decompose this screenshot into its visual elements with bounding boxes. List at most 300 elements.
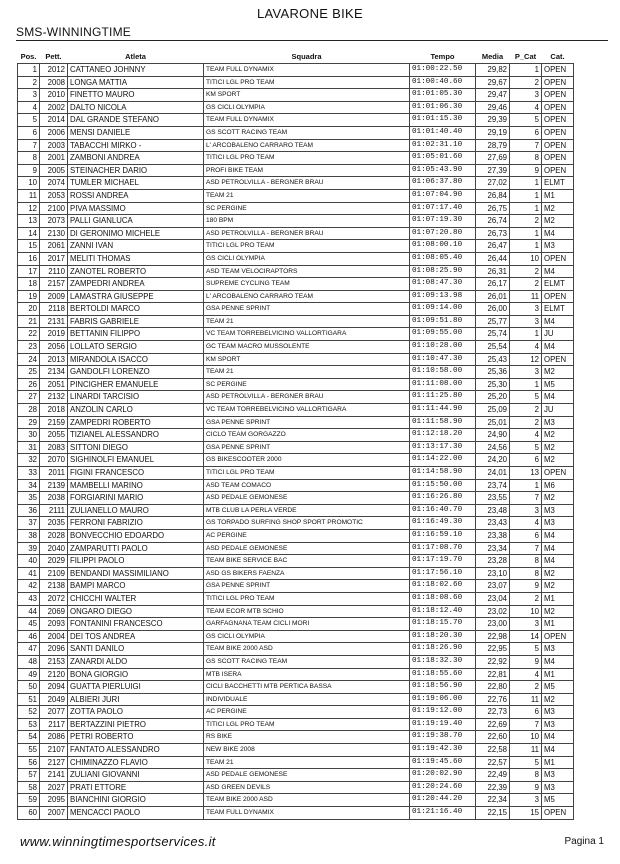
- table-row: [18, 391, 574, 404]
- cell-cat: M3: [542, 517, 574, 530]
- table-row: [18, 718, 574, 731]
- cell-pett: 2110: [40, 265, 68, 278]
- cell-cat: M1: [542, 668, 574, 681]
- cell-pos: 59: [18, 794, 40, 807]
- cell-pett: 2130: [40, 227, 68, 240]
- cell-pett: 2013: [40, 353, 68, 366]
- cell-cat: OPEN: [542, 64, 574, 77]
- cell-pett: 2117: [40, 718, 68, 731]
- cell-pcat: 8: [510, 555, 542, 568]
- cell-pett: 2141: [40, 769, 68, 782]
- cell-atleta: ROSSI ANDREA: [68, 189, 204, 202]
- table-row: [18, 378, 574, 391]
- cell-pcat: 11: [510, 693, 542, 706]
- cell-cat: M3: [542, 718, 574, 731]
- table-row: [18, 353, 574, 366]
- cell-atleta: SIGHINOLFI EMANUEL: [68, 454, 204, 467]
- cell-atleta: MENSI DANIELE: [68, 126, 204, 139]
- cell-atleta: DALTO NICOLA: [68, 101, 204, 114]
- cell-squadra: GS TORPADO SURFING SHOP SPORT PROMOTIC: [204, 517, 410, 530]
- cell-atleta: BERTAZZINI PIETRO: [68, 718, 204, 731]
- cell-tempo: 01:20:24.60: [410, 781, 476, 794]
- cell-pcat: 5: [510, 756, 542, 769]
- cell-media: 23,00: [476, 618, 510, 631]
- cell-tempo: 01:16:49.30: [410, 517, 476, 530]
- cell-media: 25,01: [476, 416, 510, 429]
- cell-pos: 58: [18, 781, 40, 794]
- cell-squadra: L' ARCOBALENO CARRARO TEAM: [204, 290, 410, 303]
- cell-cat: M4: [542, 315, 574, 328]
- cell-pcat: 15: [510, 807, 542, 820]
- cell-pos: 16: [18, 252, 40, 265]
- cell-pos: 37: [18, 517, 40, 530]
- cell-cat: M1: [542, 189, 574, 202]
- table-row: [18, 366, 574, 379]
- cell-atleta: SANTI DANILO: [68, 643, 204, 656]
- cell-cat: M2: [542, 429, 574, 442]
- cell-pos: 33: [18, 467, 40, 480]
- col-header-tempo: Tempo: [410, 51, 476, 64]
- table-row: [18, 580, 574, 593]
- cell-cat: OPEN: [542, 467, 574, 480]
- cell-atleta: PRATI ETTORE: [68, 781, 204, 794]
- table-row: [18, 114, 574, 127]
- cell-media: 25,36: [476, 366, 510, 379]
- cell-media: 22,57: [476, 756, 510, 769]
- cell-squadra: GS SCOTT RACING TEAM: [204, 655, 410, 668]
- cell-pett: 2008: [40, 76, 68, 89]
- cell-pos: 49: [18, 668, 40, 681]
- cell-pcat: 1: [510, 202, 542, 215]
- cell-media: 23,02: [476, 605, 510, 618]
- cell-atleta: ALBIERI JURI: [68, 693, 204, 706]
- cell-atleta: FIGINI FRANCESCO: [68, 467, 204, 480]
- cell-squadra: TEAM BIKE 2000 ASD: [204, 643, 410, 656]
- cell-media: 24,20: [476, 454, 510, 467]
- cell-atleta: MIRANDOLA ISACCO: [68, 353, 204, 366]
- cell-media: 25,30: [476, 378, 510, 391]
- cell-pos: 54: [18, 731, 40, 744]
- cell-pcat: 11: [510, 290, 542, 303]
- cell-pcat: 1: [510, 227, 542, 240]
- table-row: [18, 152, 574, 165]
- cell-pos: 52: [18, 706, 40, 719]
- cell-pcat: 3: [510, 618, 542, 631]
- cell-squadra: GS SCOTT RACING TEAM: [204, 126, 410, 139]
- cell-atleta: FINETTO MAURO: [68, 89, 204, 102]
- col-header-squadra: Squadra: [204, 51, 410, 64]
- cell-cat: M4: [542, 391, 574, 404]
- table-row: [18, 290, 574, 303]
- table-row: [18, 555, 574, 568]
- cell-cat: ELMT: [542, 177, 574, 190]
- cell-pcat: 1: [510, 378, 542, 391]
- cell-tempo: 01:18:08.60: [410, 592, 476, 605]
- cell-pett: 2005: [40, 164, 68, 177]
- cell-cat: M5: [542, 794, 574, 807]
- cell-cat: M4: [542, 542, 574, 555]
- cell-cat: M5: [542, 378, 574, 391]
- cell-squadra: TEAM 21: [204, 189, 410, 202]
- cell-pos: 60: [18, 807, 40, 820]
- cell-pett: 2012: [40, 64, 68, 77]
- cell-pcat: 2: [510, 278, 542, 291]
- cell-tempo: 01:01:06.30: [410, 101, 476, 114]
- table-row: [18, 315, 574, 328]
- cell-media: 22,81: [476, 668, 510, 681]
- results-table: [17, 51, 574, 820]
- cell-squadra: TITICI LGL PRO TEAM: [204, 152, 410, 165]
- cell-pett: 2049: [40, 693, 68, 706]
- cell-pos: 30: [18, 429, 40, 442]
- cell-tempo: 01:07:17.40: [410, 202, 476, 215]
- cell-media: 26,74: [476, 215, 510, 228]
- cell-media: 26,17: [476, 278, 510, 291]
- cell-squadra: GC TEAM MACRO MUSSOLENTE: [204, 341, 410, 354]
- cell-pett: 2010: [40, 89, 68, 102]
- cell-tempo: 01:16:59.10: [410, 529, 476, 542]
- cell-tempo: 01:00:40.60: [410, 76, 476, 89]
- cell-media: 22,39: [476, 781, 510, 794]
- cell-pos: 50: [18, 681, 40, 694]
- cell-squadra: 180 BPM: [204, 215, 410, 228]
- cell-tempo: 01:06:37.80: [410, 177, 476, 190]
- cell-pos: 55: [18, 744, 40, 757]
- cell-media: 28,79: [476, 139, 510, 152]
- cell-media: 23,43: [476, 517, 510, 530]
- cell-squadra: VC TEAM TORREBELVICINO VALLORTIGARA: [204, 328, 410, 341]
- cell-pos: 26: [18, 378, 40, 391]
- table-row: [18, 744, 574, 757]
- cell-pos: 18: [18, 278, 40, 291]
- cell-pcat: 4: [510, 429, 542, 442]
- cell-squadra: GSA PENNE SPRINT: [204, 303, 410, 316]
- cell-pcat: 1: [510, 240, 542, 253]
- cell-tempo: 01:05:01.60: [410, 152, 476, 165]
- cell-tempo: 01:09:14.00: [410, 303, 476, 316]
- cell-pos: 11: [18, 189, 40, 202]
- table-row: [18, 756, 574, 769]
- cell-pcat: 6: [510, 126, 542, 139]
- cell-pos: 21: [18, 315, 40, 328]
- cell-pos: 14: [18, 227, 40, 240]
- cell-cat: OPEN: [542, 89, 574, 102]
- cell-squadra: TITICI LGL PRO TEAM: [204, 240, 410, 253]
- cell-tempo: 01:10:47.30: [410, 353, 476, 366]
- table-row: [18, 781, 574, 794]
- cell-cat: ELMT: [542, 303, 574, 316]
- cell-pos: 1: [18, 64, 40, 77]
- cell-squadra: CICLO TEAM GORGAZZO: [204, 429, 410, 442]
- cell-pcat: 6: [510, 454, 542, 467]
- cell-media: 22,80: [476, 681, 510, 694]
- cell-cat: M4: [542, 744, 574, 757]
- cell-pett: 2086: [40, 731, 68, 744]
- cell-squadra: SC PERGINE: [204, 378, 410, 391]
- cell-atleta: TABACCHI MIRKO -: [68, 139, 204, 152]
- cell-atleta: LONGA MATTIA: [68, 76, 204, 89]
- cell-pos: 46: [18, 630, 40, 643]
- cell-cat: OPEN: [542, 353, 574, 366]
- cell-atleta: PIVA MASSIMO: [68, 202, 204, 215]
- cell-atleta: FANTATO ALESSANDRO: [68, 744, 204, 757]
- cell-media: 25,09: [476, 404, 510, 417]
- cell-cat: M2: [542, 366, 574, 379]
- cell-tempo: 01:01:40.40: [410, 126, 476, 139]
- cell-tempo: 01:18:15.70: [410, 618, 476, 631]
- cell-atleta: ZAMBONI ANDREA: [68, 152, 204, 165]
- table-row: [18, 731, 574, 744]
- cell-pett: 2055: [40, 429, 68, 442]
- cell-cat: OPEN: [542, 76, 574, 89]
- cell-cat: M2: [542, 693, 574, 706]
- cell-pos: 38: [18, 529, 40, 542]
- cell-pett: 2006: [40, 126, 68, 139]
- cell-pett: 2094: [40, 681, 68, 694]
- cell-squadra: ASD GREEN DEVILS: [204, 781, 410, 794]
- cell-squadra: CICLI BACCHETTI MTB PERTICA BASSA: [204, 681, 410, 694]
- table-row: [18, 441, 574, 454]
- cell-atleta: LINARDI TARCISIO: [68, 391, 204, 404]
- cell-tempo: 01:16:40.70: [410, 504, 476, 517]
- cell-pcat: 4: [510, 101, 542, 114]
- cell-media: 22,98: [476, 630, 510, 643]
- cell-media: 23,38: [476, 529, 510, 542]
- cell-media: 25,54: [476, 341, 510, 354]
- cell-pett: 2138: [40, 580, 68, 593]
- cell-pcat: 3: [510, 794, 542, 807]
- cell-squadra: TEAM 21: [204, 366, 410, 379]
- cell-pett: 2095: [40, 794, 68, 807]
- table-row: [18, 492, 574, 505]
- cell-cat: M2: [542, 567, 574, 580]
- cell-tempo: 01:12:18.20: [410, 429, 476, 442]
- cell-atleta: ZAMPARUTTI PAOLO: [68, 542, 204, 555]
- cell-pcat: 3: [510, 315, 542, 328]
- cell-tempo: 01:19:12.00: [410, 706, 476, 719]
- cell-pos: 15: [18, 240, 40, 253]
- cell-pcat: 1: [510, 479, 542, 492]
- cell-pcat: 2: [510, 76, 542, 89]
- cell-cat: M2: [542, 441, 574, 454]
- cell-tempo: 01:16:26.80: [410, 492, 476, 505]
- cell-pett: 2040: [40, 542, 68, 555]
- page-number: Pagina 1: [564, 836, 604, 847]
- cell-pos: 9: [18, 164, 40, 177]
- cell-pett: 2132: [40, 391, 68, 404]
- cell-pett: 2051: [40, 378, 68, 391]
- cell-pcat: 5: [510, 441, 542, 454]
- table-row: [18, 681, 574, 694]
- cell-media: 22,58: [476, 744, 510, 757]
- table-row: [18, 693, 574, 706]
- cell-squadra: TITICI LGL PRO TEAM: [204, 592, 410, 605]
- cell-pos: 29: [18, 416, 40, 429]
- cell-pos: 27: [18, 391, 40, 404]
- cell-atleta: LAMASTRA GIUSEPPE: [68, 290, 204, 303]
- cell-tempo: 01:05:43.90: [410, 164, 476, 177]
- table-row: [18, 592, 574, 605]
- cell-cat: M4: [542, 265, 574, 278]
- cell-atleta: PETRI ROBERTO: [68, 731, 204, 744]
- cell-atleta: TIZIANEL ALESSANDRO: [68, 429, 204, 442]
- cell-pos: 25: [18, 366, 40, 379]
- cell-media: 23,07: [476, 580, 510, 593]
- cell-tempo: 01:00:22.50: [410, 64, 476, 77]
- cell-pcat: 1: [510, 64, 542, 77]
- cell-tempo: 01:11:08.00: [410, 378, 476, 391]
- cell-cat: M3: [542, 504, 574, 517]
- cell-tempo: 01:20:02.90: [410, 769, 476, 782]
- cell-squadra: AC PERGINE: [204, 529, 410, 542]
- cell-pett: 2017: [40, 252, 68, 265]
- table-row: [18, 177, 574, 190]
- cell-pos: 13: [18, 215, 40, 228]
- cell-pcat: 3: [510, 89, 542, 102]
- cell-atleta: GUATTA PIERLUIGI: [68, 681, 204, 694]
- cell-atleta: FERRONI FABRIZIO: [68, 517, 204, 530]
- cell-cat: M3: [542, 240, 574, 253]
- cell-tempo: 01:19:19.40: [410, 718, 476, 731]
- cell-pcat: 7: [510, 139, 542, 152]
- cell-tempo: 01:11:58.90: [410, 416, 476, 429]
- cell-media: 24,01: [476, 467, 510, 480]
- cell-squadra: GSA PENNE SPRINT: [204, 580, 410, 593]
- cell-tempo: 01:13:17.30: [410, 441, 476, 454]
- cell-tempo: 01:08:25.90: [410, 265, 476, 278]
- cell-pett: 2070: [40, 454, 68, 467]
- cell-squadra: GS BIKESCOOTER 2000: [204, 454, 410, 467]
- table-row: [18, 479, 574, 492]
- cell-pos: 3: [18, 89, 40, 102]
- cell-atleta: BENDANDI MASSIMILIANO: [68, 567, 204, 580]
- cell-cat: JU: [542, 328, 574, 341]
- cell-media: 27,02: [476, 177, 510, 190]
- cell-pcat: 10: [510, 731, 542, 744]
- cell-pett: 2127: [40, 756, 68, 769]
- cell-pcat: 9: [510, 781, 542, 794]
- cell-pett: 2056: [40, 341, 68, 354]
- cell-squadra: PROFI BIKE TEAM: [204, 164, 410, 177]
- cell-cat: OPEN: [542, 126, 574, 139]
- table-row: [18, 341, 574, 354]
- cell-squadra: TEAM FULL DYNAMIX: [204, 807, 410, 820]
- cell-pett: 2120: [40, 668, 68, 681]
- cell-tempo: 01:07:19.30: [410, 215, 476, 228]
- cell-atleta: PALLI GIANLUCA: [68, 215, 204, 228]
- table-row: [18, 630, 574, 643]
- cell-tempo: 01:07:04.90: [410, 189, 476, 202]
- cell-pos: 2: [18, 76, 40, 89]
- table-row: [18, 227, 574, 240]
- cell-tempo: 01:09:55.00: [410, 328, 476, 341]
- cell-pcat: 9: [510, 164, 542, 177]
- cell-tempo: 01:18:32.30: [410, 655, 476, 668]
- table-row: [18, 189, 574, 202]
- cell-pcat: 1: [510, 177, 542, 190]
- cell-tempo: 01:08:00.10: [410, 240, 476, 253]
- col-header-pett: Pett.: [40, 51, 68, 64]
- cell-cat: M2: [542, 580, 574, 593]
- cell-pos: 45: [18, 618, 40, 631]
- cell-media: 23,55: [476, 492, 510, 505]
- cell-squadra: MTB CLUB LA PERLA VERDE: [204, 504, 410, 517]
- cell-atleta: BERTOLDI MARCO: [68, 303, 204, 316]
- cell-squadra: AC PERGINE: [204, 706, 410, 719]
- cell-squadra: KM SPORT: [204, 353, 410, 366]
- cell-atleta: BAMPI MARCO: [68, 580, 204, 593]
- cell-tempo: 01:18:55.60: [410, 668, 476, 681]
- cell-pos: 40: [18, 555, 40, 568]
- cell-pos: 19: [18, 290, 40, 303]
- cell-squadra: TEAM ECOR MTB SCHIO: [204, 605, 410, 618]
- cell-pcat: 4: [510, 517, 542, 530]
- col-header-pcat: P_Cat: [510, 51, 542, 64]
- cell-squadra: TEAM BIKE SERVICE BAC: [204, 555, 410, 568]
- cell-pcat: 8: [510, 769, 542, 782]
- cell-pett: 2096: [40, 643, 68, 656]
- cell-tempo: 01:19:42.30: [410, 744, 476, 757]
- table-row: [18, 126, 574, 139]
- page-subtitle: SMS-WINNINGTIME: [16, 25, 131, 39]
- table-row: [18, 542, 574, 555]
- cell-tempo: 01:18:26.90: [410, 643, 476, 656]
- cell-pos: 41: [18, 567, 40, 580]
- cell-cat: M4: [542, 227, 574, 240]
- cell-squadra: SUPREME CYCLING TEAM: [204, 278, 410, 291]
- col-header-atleta: Atleta: [68, 51, 204, 64]
- header-divider: [16, 40, 608, 41]
- table-row: [18, 101, 574, 114]
- cell-media: 26,01: [476, 290, 510, 303]
- cell-pcat: 2: [510, 215, 542, 228]
- cell-media: 22,49: [476, 769, 510, 782]
- cell-media: 29,19: [476, 126, 510, 139]
- cell-atleta: ZULIANELLO MAURO: [68, 504, 204, 517]
- cell-squadra: GS CICLI OLYMPIA: [204, 630, 410, 643]
- cell-cat: M1: [542, 756, 574, 769]
- cell-pcat: 1: [510, 189, 542, 202]
- table-row: [18, 139, 574, 152]
- cell-pett: 2002: [40, 101, 68, 114]
- table-row: [18, 240, 574, 253]
- cell-pett: 2038: [40, 492, 68, 505]
- cell-tempo: 01:09:51.80: [410, 315, 476, 328]
- cell-squadra: NEW BIKE 2008: [204, 744, 410, 757]
- cell-pos: 28: [18, 404, 40, 417]
- cell-tempo: 01:19:38.70: [410, 731, 476, 744]
- cell-pos: 23: [18, 341, 40, 354]
- cell-squadra: ASD PETROLVILLA - BERGNER BRAU: [204, 227, 410, 240]
- cell-media: 26,84: [476, 189, 510, 202]
- col-header-media: Media: [476, 51, 510, 64]
- table-row: [18, 303, 574, 316]
- cell-pcat: 14: [510, 630, 542, 643]
- cell-pett: 2018: [40, 404, 68, 417]
- table-row: [18, 517, 574, 530]
- cell-cat: OPEN: [542, 807, 574, 820]
- cell-pcat: 1: [510, 328, 542, 341]
- cell-tempo: 01:14:58.90: [410, 467, 476, 480]
- cell-pcat: 3: [510, 303, 542, 316]
- cell-squadra: L' ARCOBALENO CARRARO TEAM: [204, 139, 410, 152]
- cell-pos: 34: [18, 479, 40, 492]
- cell-pett: 2159: [40, 416, 68, 429]
- cell-squadra: KM SPORT: [204, 89, 410, 102]
- cell-squadra: MTB ISERA: [204, 668, 410, 681]
- cell-media: 22,34: [476, 794, 510, 807]
- cell-tempo: 01:17:56.10: [410, 567, 476, 580]
